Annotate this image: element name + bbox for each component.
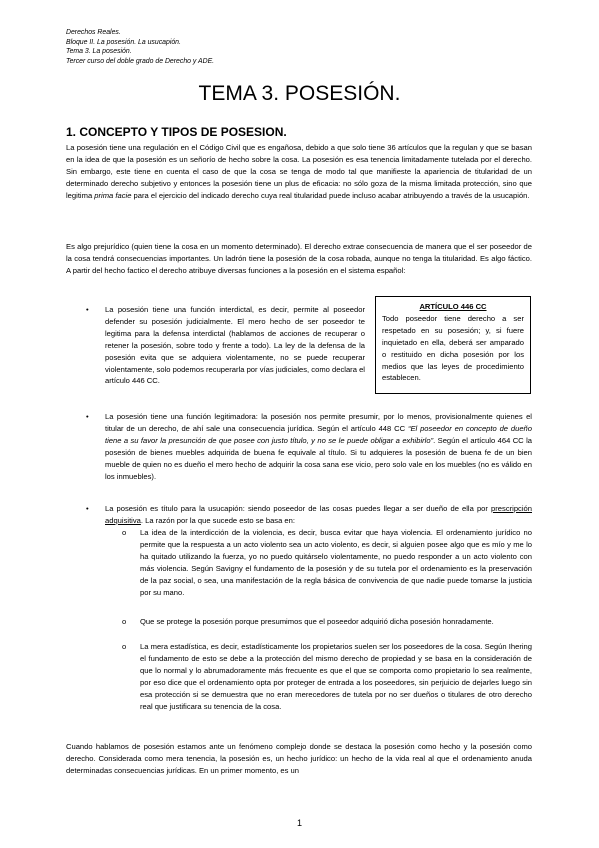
bullet-interdictal: La posesión tiene una función interdictal, es decir, permite al poseedor defender su posesión judicialmente. El mero hecho de ser poseedor te legitima para la defensa interdictal (hablamos de acciones de recuperar o retener la posesión, sobre todo y frente a todo). La ley de la defensa de la posesión evita que se adquiera violentamente, no se puede recuperar violentamente, solo podemos recuperarla por vías judiciales, como declara el artículo 446 CC.: [105, 305, 365, 386]
header-line-course: Derechos Reales.: [66, 29, 121, 36]
section-heading: 1. CONCEPTO Y TIPOS DE POSESION.: [66, 125, 287, 139]
bullet-legitimadora: [105, 411, 532, 482]
bullet-usucapion: [105, 503, 532, 527]
header-line-block: Bloque II. La posesión. La usucapión.: [66, 38, 181, 46]
bullet-3-text-2: . La razón por la que sucede esto se basa en:: [140, 515, 295, 525]
bullet-3-text-1: La posesión es título para la usucapión: siendo poseedor de las cosas puedes llegar a ser dueño de ella por: [105, 504, 492, 513]
document-header: [66, 28, 214, 66]
bullet-marker: •: [86, 305, 89, 314]
bullet-marker: •: [86, 504, 89, 513]
page-number: 1: [296, 818, 302, 828]
page-title: TEMA 3. POSESIÓN.: [198, 82, 401, 105]
sub-bullet-marker: o: [122, 617, 127, 626]
bullet-2-quote: “El poseedor en concepto de dueño tiene a su favor la presunción de que posee con justo título, y no se le puede obligar a exhibirlo”: [105, 423, 533, 445]
intro-text-1: La posesión tiene una regulación en el Código Civil que es engañosa, debido a que solo tiene 36 artículos que la regulan y que se basan en la idea de que la posesión es un señorío de hecho sobre la cosa. La posesión es esa tenencia limitadamente tutelada por el derecho. Sin embargo, este tiene en cuenta el caso de que la cosa se tenga de modo tal que manifieste la apariencia de titularidad de un determinado derecho subjetivo y entonces la posesión tiene un plus de eficacia: no sólo goza de la misma limitada protección, sino que legitima: [66, 143, 532, 200]
header-line-degree: Tercer curso del doble grado de Derecho y ADE.: [66, 57, 215, 65]
header-line-topic: Tema 3. La posesión.: [66, 48, 132, 56]
bullet-2-text-1: La posesión tiene una función legitimadora: la posesión nos permite presumir, por lo menos, provisionalmente quienes el titular de un derecho, de ahí sale una consecuencia jurídica. Según el artículo 448 CC: [105, 412, 532, 433]
second-paragraph: Es algo prejurídico (quien tiene la cosa en un momento determinado). El derecho extrae consecuencia de manera que el ser poseedor de la cosa tendrá consecuencias importantes. Un ladrón tiene la posesión de la cosa robada, aunque no tenga la titularidad. Es algo fáctico. A partir del hecho factico el derecho atribuye diversas funciones a la posesión en el sistema español:: [66, 242, 532, 275]
sub-item-statistics: La mera estadística, es decir, estadísticamente los propietarios suelen ser los poseedores de la cosa. Según Ihering el fundamento de esto se debe a la protección del mismo derecho de propiedad y se basa en la consideración de que lo normal y lo abrumadoramente más frecuente es que el que se comporta como propietario lo sea realmente, por eso dice que el ordenamiento opta por proteger de entrada a los poseedores, sin perjuicio de dejarles luego sin esa protección si se demuestra que no eran merecedores de tutela por no ser dueños o titulares de otro derecho real que justificara su tenencia de la cosa.: [140, 642, 532, 711]
intro-text-2: para el ejercicio del indicado derecho cuya real titularidad puede incluso acabar atribuyendo a través de la usucapión.: [131, 190, 530, 200]
intro-italic: prima facie: [94, 190, 132, 200]
sub-bullet-marker: o: [122, 528, 127, 537]
box-title: ARTÍCULO 446 CC: [419, 302, 487, 311]
bullet-3-underlined: prescripción adquisitiva: [105, 504, 532, 525]
article-446-box: [375, 296, 531, 394]
sub-bullet-marker: o: [122, 642, 127, 651]
sub-item-honesty: Que se protege la posesión porque presumimos que el poseedor adquirió dicha posesión honradamente.: [140, 617, 494, 626]
box-body: Todo poseedor tiene derecho a ser respetado en su posesión; y, si fuere inquietado en ella, deberá ser amparado o restituido en dicha posesión por los medios que las leyes de procedimiento establecen.: [382, 313, 524, 383]
bullet-2-text-2: . Según el artículo 464 CC la posesión de bienes muebles adquirida de buena fe equivale al título. Si tu adquieres la posesión de buena fe de un bien mueble de quien no es dueño el mero hecho de adquirir la cosa sana ese vicio, pero solo vale en los muebles (no es válido en los inmuebles).: [105, 435, 532, 481]
intro-paragraph: [66, 142, 532, 202]
sub-item-violence: La idea de la interdicción de la violencia, es decir, busca evitar que haya violencia. El ordenamiento jurídico no permite que la respuesta a un acto violento sea un acto violento, es decir, si alguien posee algo que es mío y me lo ha quitado utilizando la fuerza, yo no puedo quitárselo violentamente, no puedo responder a un acto violento con más violencia. Según Savigny el fundamento de la posesión y de su tutela por el ordenamiento es la preservación de la paz social, o sea, una manifestación de la regla básica de convivencia de que nadie puede tomarse la justicia por su mano.: [140, 528, 532, 597]
bullet-marker: •: [86, 412, 89, 421]
final-paragraph: Cuando hablamos de posesión estamos ante un fenómeno complejo donde se destaca la posesión como hecho y la posesión como derecho. Considerada como mera tenencia, la posesión es, un hecho jurídico: un hecho de la vida real al que el ordenamiento anuda determinadas consecuencias jurídicas. En un primer momento, es un: [66, 742, 532, 775]
